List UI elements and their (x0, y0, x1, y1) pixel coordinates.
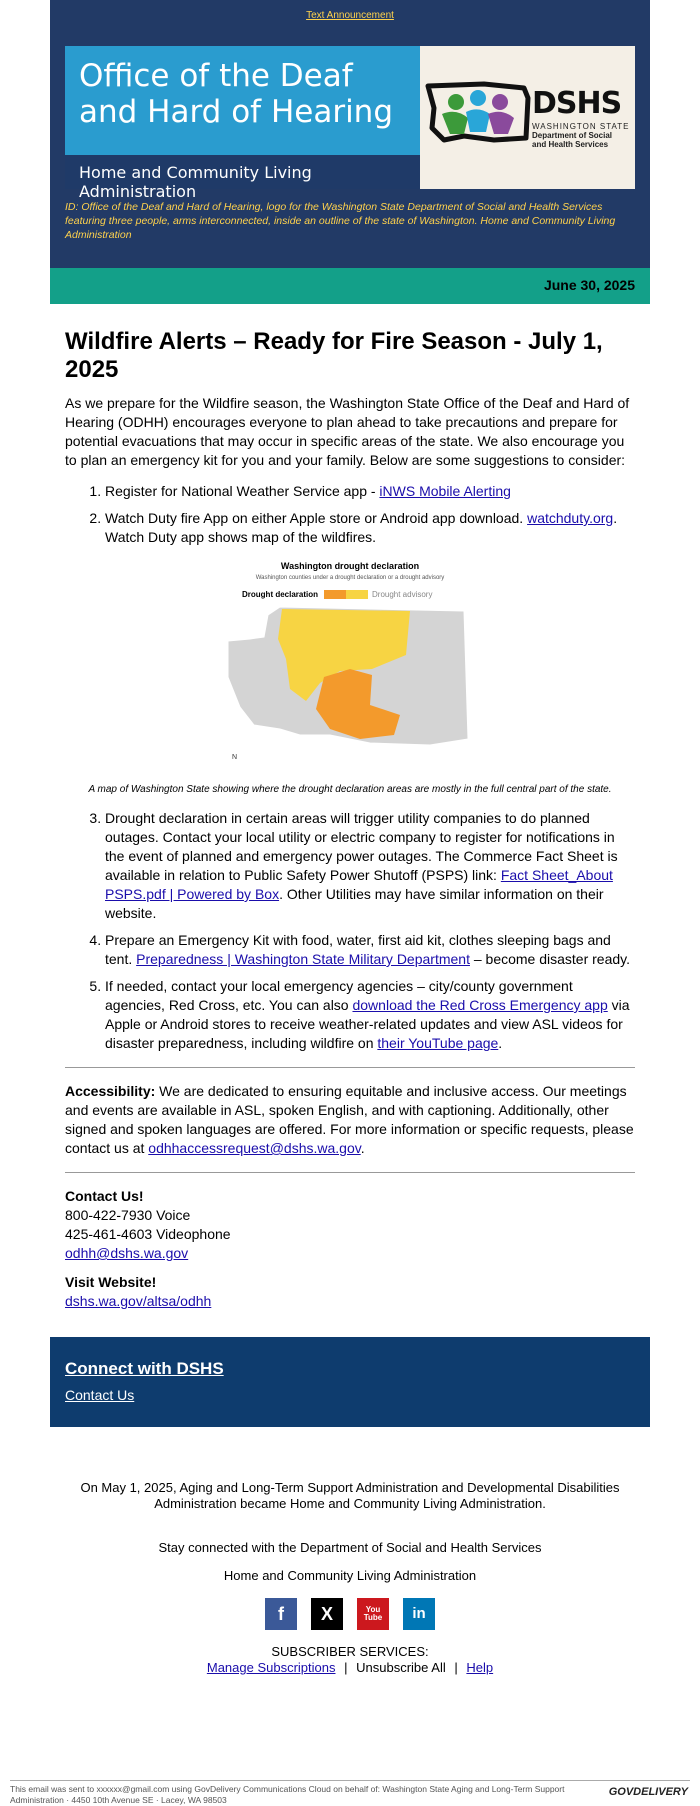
contact-heading: Contact Us! (65, 1188, 144, 1204)
accessibility-tail: . (360, 1140, 365, 1156)
admin-name: Home and Community Living Administration (223, 1568, 477, 1583)
item-text: Watch Duty fire App on either Apple store or Android app download. (105, 510, 528, 526)
banner-subtitle: Home and Community Living Administration (65, 155, 420, 189)
psps-fact-sheet-link[interactable]: Fact Sheet_About PSPS.pdf | Powered by Box (105, 867, 613, 902)
article (50, 304, 650, 1311)
list-item (105, 509, 635, 547)
item-text: Prepare an Emergency Kit with food, water, first aid kit, clothes sleeping bags and tent. (105, 932, 611, 967)
x-twitter-icon[interactable]: X (311, 1598, 343, 1630)
item-text: Register for National Weather Service app - (105, 483, 380, 499)
connect-section (50, 1337, 650, 1427)
article-intro: As we prepare for the Wildfire season, the Washington State Office of the Deaf and Hard of Hearing (ODHH) encourages everyone to plan ahead to take precautions and prepare for potential evacuations that may occur in specific areas of the state. We also encourage you to plan an emergency kit for you and your family. Below are some suggestions to consider: (65, 395, 630, 468)
legal-footer (0, 1780, 700, 1805)
header (50, 0, 650, 268)
access-request-email-link[interactable]: odhhaccessrequest@dshs.wa.gov (148, 1140, 361, 1156)
list-item (105, 931, 635, 969)
item-text: Drought declaration in certain areas will trigger utility companies to do planned outages. Contact your local utility or electric company to register for notifications in the event of planned and emergency power outages. The Commerce Fact Sheet is available in relation to Public Safety Power Shutoff (PSPS) link: (105, 810, 618, 883)
website-heading: Visit Website! (65, 1274, 157, 1290)
divider (65, 1067, 635, 1068)
item-text: . (498, 1035, 503, 1051)
text-announcement-link[interactable]: Text Announcement (306, 10, 394, 21)
logo-sub-line2: Department of Social (532, 131, 613, 140)
item-text: . Watch Duty app shows map of the wildfires. (105, 510, 618, 545)
publish-date: June 30, 2025 (543, 277, 635, 293)
contact-email-link[interactable]: odhh@dshs.wa.gov (65, 1245, 189, 1261)
connect-dshs-link[interactable]: Connect with DSHS (65, 1359, 224, 1378)
image-description: ID: Office of the Deaf and Hard of Hearing, logo for the Washington State Department of Social and Health Services featuring three people, arms interconnected, inside an outline of the state of Washington. Home and Community Living Administration (65, 201, 616, 241)
map-subtitle: Washington counties under a drought declaration or a drought advisory (255, 575, 445, 581)
website-link[interactable]: dshs.wa.gov/altsa/odhh (65, 1293, 212, 1309)
washington-people-logo-icon (424, 78, 534, 158)
dshs-logo (420, 46, 635, 189)
article-title: Wildfire Alerts – Ready for Fire Season - July 1, 2025 (65, 328, 603, 383)
unsubscribe-all[interactable]: Unsubscribe All (356, 1660, 446, 1675)
voice-number: 800-422-7930 Voice (65, 1207, 191, 1223)
legal-text: This email was sent to xxxxxx@gmail.com using GovDelivery Communications Cloud on behalf of: Washington State Aging and Long-Term Support Administration · 4450 10th Avenue SE · Lacey, WA 98503 (10, 1784, 565, 1805)
item-text: If needed, contact your local emergency agencies – city/county government agencies, Red Cross, etc. You can also (105, 978, 573, 1013)
legend-declaration: Drought declaration (242, 590, 319, 599)
item-text: . Other Utilities may have similar information on their website. (105, 886, 604, 921)
banner-title-block (65, 46, 420, 201)
separator: | (454, 1660, 458, 1675)
accessibility-statement (65, 1082, 635, 1158)
drought-map-svg (220, 559, 480, 769)
list-item (105, 482, 635, 501)
legend-advisory-swatch (346, 590, 368, 599)
admin-notice: On May 1, 2025, Aging and Long-Term Support Administration and Developmental Disabilities Administration became Home and Community Living Administration. (80, 1480, 620, 1511)
legend-declaration-swatch (324, 590, 346, 599)
separator: | (344, 1660, 348, 1675)
accessibility-label: Accessibility: (65, 1083, 156, 1099)
legend-advisory: Drought advisory (372, 590, 433, 599)
red-cross-app-link[interactable]: download the Red Cross Emergency app (352, 997, 608, 1013)
inws-link[interactable]: iNWS Mobile Alerting (379, 483, 511, 499)
banner-title-line1: Office of the Deaf (79, 58, 353, 94)
watchduty-link[interactable]: watchduty.org (527, 510, 614, 526)
subscriber-services-label: SUBSCRIBER SERVICES: (271, 1644, 429, 1659)
logo-sub-line1: WASHINGTON STATE (532, 122, 630, 131)
banner-title (79, 58, 393, 130)
banner-title-line2: and Hard of Hearing (79, 94, 394, 130)
drought-map (65, 559, 635, 774)
logo-name: DSHS (532, 86, 622, 121)
youtube-icon[interactable]: You Tube (357, 1598, 389, 1630)
govdelivery-logo: GOVDELIVERY (608, 1786, 688, 1798)
item-text: – become disaster ready. (469, 951, 631, 967)
youtube-page-link[interactable]: their YouTube page (377, 1035, 499, 1051)
videophone-number: 425-461-4603 Videophone (65, 1226, 231, 1242)
north-arrow-icon: N (232, 754, 238, 761)
accessibility-text: We are dedicated to ensuring equitable and inclusive access. Our meetings and events are available in ASL, spoken English, and with captioning. Additionally, other signed and spoken languages are offered. For more information or specific requests, please contact us at (65, 1083, 634, 1156)
linkedin-icon[interactable]: in (403, 1598, 435, 1630)
social-links (0, 1598, 700, 1630)
logo-sub-line3: and Health Services (532, 140, 609, 149)
subscriber-links (0, 1660, 700, 1676)
map-caption: A map of Washington State showing where the drought declaration areas are mostly in the full central part of the state. (88, 784, 612, 795)
list-item (105, 977, 635, 1053)
suggestion-list-continued (105, 809, 635, 1053)
preparedness-link[interactable]: Preparedness | Washington State Military Department (136, 951, 470, 967)
logo-subtitle (532, 122, 632, 149)
divider (65, 1172, 635, 1173)
manage-subscriptions-link[interactable]: Manage Subscriptions (206, 1660, 336, 1675)
map-title: Washington drought declaration (280, 561, 420, 571)
footer (0, 1480, 700, 1676)
contact-section (65, 1187, 635, 1311)
suggestion-list (105, 482, 635, 547)
connect-contact-link[interactable]: Contact Us (65, 1387, 135, 1403)
facebook-icon[interactable]: f (265, 1598, 297, 1630)
email-container (50, 0, 650, 1427)
item-text: via Apple or Android stores to receive weather-related updates and view ASL videos for disaster preparedness, including wildfire on (105, 997, 630, 1051)
stay-connected: Stay connected with the Department of Social and Health Services (158, 1540, 542, 1555)
list-item (105, 809, 635, 923)
banner (65, 46, 635, 201)
divider (10, 1780, 690, 1781)
help-link[interactable]: Help (466, 1660, 494, 1675)
date-bar (50, 268, 650, 304)
